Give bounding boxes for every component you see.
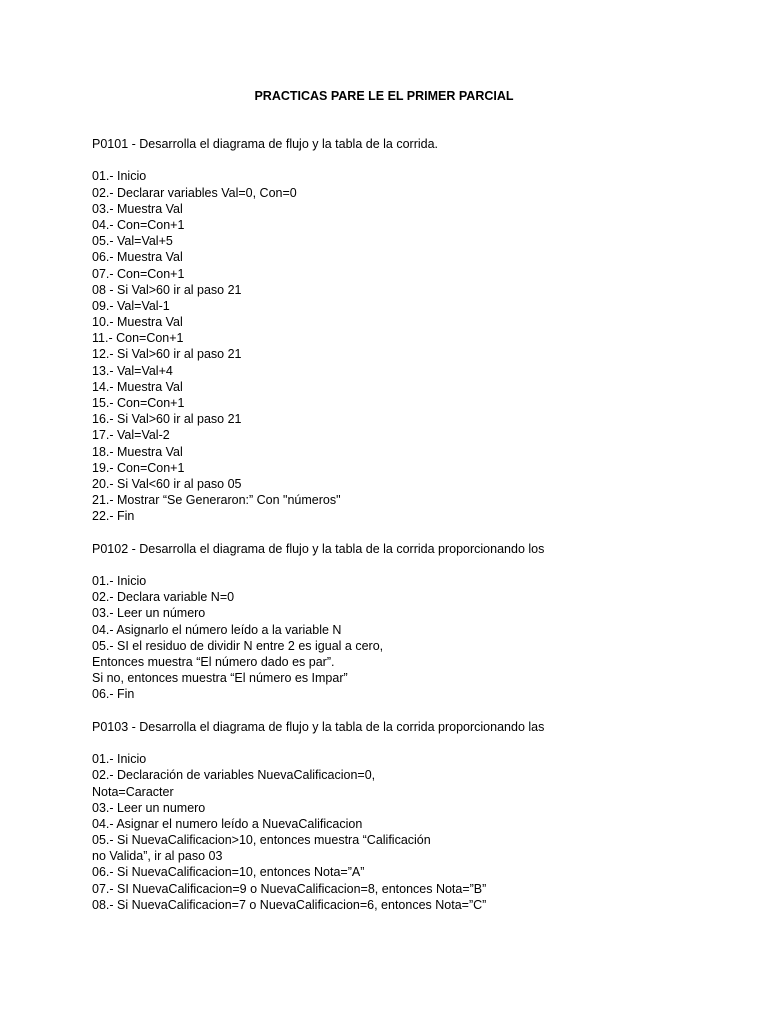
step-list: [92, 573, 742, 703]
section-heading: P0101 - Desarrolla el diagrama de flujo y la tabla de la corrida.: [92, 137, 439, 151]
step-line: 06.- Muestra Val: [92, 250, 183, 265]
step-line: 08.- Si NuevaCalificacion=7 o NuevaCalificacion=6, entonces Nota=”C”: [92, 897, 487, 912]
section-heading: P0102 - Desarrolla el diagrama de flujo y la tabla de la corrida proporcionando los: [92, 541, 545, 556]
step-line: Entonces muestra “El número dado es par”.: [92, 655, 335, 670]
step-line: Si no, entonces muestra “El número es Impar”: [92, 671, 348, 686]
step-line: 06.- Fin: [92, 687, 135, 702]
step-line: no Valida”, ir al paso 03: [92, 849, 223, 864]
step-line: 09.- Val=Val-1: [92, 298, 170, 313]
document-body: [92, 136, 742, 913]
step-list: [92, 751, 742, 913]
step-line: 18.- Muestra Val: [92, 444, 183, 459]
step-line: 17.- Val=Val-2: [92, 428, 170, 443]
step-line: 01.- Inicio: [92, 752, 147, 767]
step-line: 11.- Con=Con+1: [92, 331, 184, 346]
step-line: 20.- Si Val<60 ir al paso 05: [92, 476, 242, 491]
step-line: 03.- Leer un numero: [92, 800, 206, 815]
step-line: 13.- Val=Val+4: [92, 363, 173, 378]
step-line: 07.- Con=Con+1: [92, 266, 185, 281]
step-line: 06.- Si NuevaCalificacion=10, entonces Nota=”A”: [92, 865, 365, 880]
step-line: 03.- Leer un número: [92, 606, 206, 621]
step-line: 15.- Con=Con+1: [92, 396, 185, 411]
step-list: [92, 168, 742, 524]
section-heading: P0103 - Desarrolla el diagrama de flujo y la tabla de la corrida proporcionando las: [92, 719, 545, 734]
step-line: 21.- Mostrar “Se Generaron:” Con "números": [92, 493, 341, 508]
section-p0103: [92, 719, 742, 913]
step-line: 01.- Inicio: [92, 169, 147, 184]
step-line: 05.- Val=Val+5: [92, 234, 173, 249]
step-line: 05.- SI el residuo de dividir N entre 2 es igual a cero,: [92, 638, 384, 653]
step-line: 04.- Con=Con+1: [92, 217, 185, 232]
step-line: 12.- Si Val>60 ir al paso 21: [92, 347, 242, 362]
section-p0101: [92, 136, 742, 525]
step-line: 10.- Muestra Val: [92, 315, 183, 330]
step-line: Nota=Caracter: [92, 784, 174, 799]
step-line: 07.- SI NuevaCalificacion=9 o NuevaCalificacion=8, entonces Nota=”B”: [92, 881, 487, 896]
step-line: 02.- Declaración de variables NuevaCalificacion=0,: [92, 768, 376, 783]
document-title: PRACTICAS PARE LE EL PRIMER PARCIAL: [254, 89, 514, 103]
step-line: 04.- Asignar el numero leído a NuevaCalificacion: [92, 816, 363, 831]
step-line: 14.- Muestra Val: [92, 379, 183, 394]
step-line: 05.- Si NuevaCalificacion>10, entonces muestra “Calificación: [92, 833, 431, 848]
step-line: 08 - Si Val>60 ir al paso 21: [92, 282, 242, 297]
step-line: 22.- Fin: [92, 509, 135, 524]
step-line: 02.- Declarar variables Val=0, Con=0: [92, 185, 297, 200]
section-p0102: [92, 541, 742, 703]
step-line: 01.- Inicio: [92, 574, 147, 589]
step-line: 02.- Declara variable N=0: [92, 590, 235, 605]
step-line: 16.- Si Val>60 ir al paso 21: [92, 412, 242, 427]
step-line: 04.- Asignarlo el número leído a la variable N: [92, 622, 342, 637]
step-line: 19.- Con=Con+1: [92, 460, 185, 475]
step-line: 03.- Muestra Val: [92, 201, 183, 216]
